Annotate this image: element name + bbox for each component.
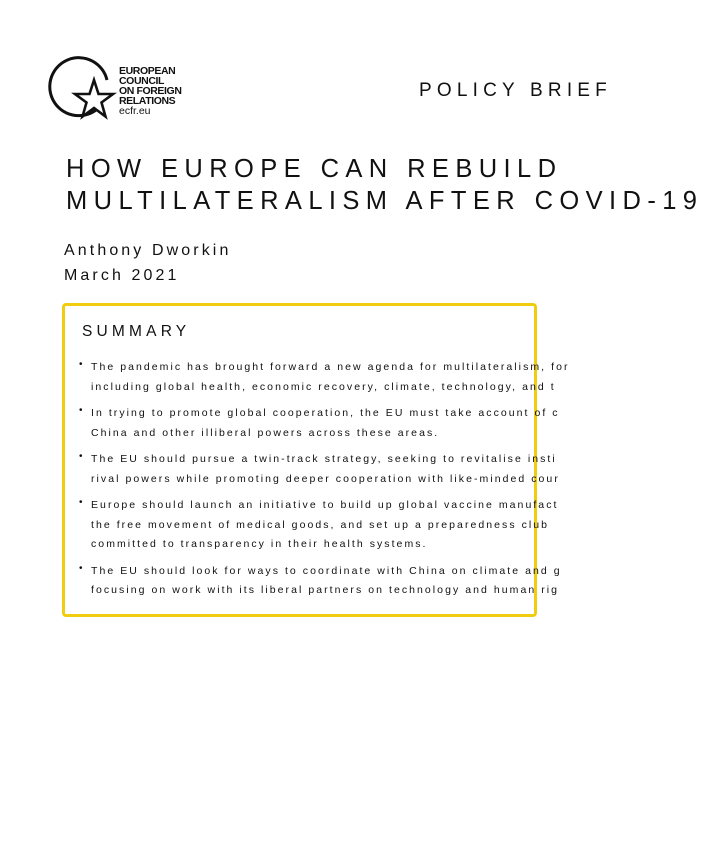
bullet-text bbox=[91, 404, 570, 443]
star-in-circle-icon bbox=[52, 58, 116, 130]
bullet-line: In trying to promote global cooperation, the EU must take account of c bbox=[91, 407, 560, 419]
bullet-text bbox=[91, 562, 570, 601]
logo-line: EUROPEAN bbox=[119, 65, 176, 77]
logo-line: ON FOREIGN bbox=[119, 85, 182, 97]
title-line: HOW EUROPE CAN REBUILD bbox=[66, 155, 563, 183]
bullet-text bbox=[91, 450, 570, 489]
document-type-label: POLICY BRIEF bbox=[419, 80, 612, 101]
page-title bbox=[66, 153, 703, 217]
ecfr-logo bbox=[52, 58, 202, 130]
bullet-line: the free movement of medical goods, and set up a preparedness club bbox=[91, 518, 550, 531]
bullet-line: focusing on work with its liberal partners on technology and human rig bbox=[91, 584, 560, 596]
logo-line: COUNCIL bbox=[119, 75, 165, 87]
bullet-line: China and other illiberal powers across these areas. bbox=[91, 426, 440, 439]
bullet-text bbox=[91, 496, 570, 555]
summary-heading: SUMMARY bbox=[82, 323, 191, 340]
bullet-line: The EU should pursue a twin-track strategy, seeking to revitalise insti bbox=[91, 453, 557, 465]
bullet-icon: • bbox=[79, 497, 83, 508]
list-item bbox=[78, 496, 570, 555]
logo-wordmark bbox=[119, 66, 182, 116]
bullet-line: Europe should launch an initiative to build up global vaccine manufact bbox=[91, 499, 559, 511]
bullet-icon: • bbox=[79, 451, 83, 462]
bullet-line: The pandemic has brought forward a new agenda for multilateralism, for bbox=[91, 361, 570, 373]
list-item bbox=[78, 450, 570, 489]
list-item bbox=[78, 562, 570, 601]
author-name: Anthony Dworkin bbox=[64, 242, 232, 259]
bullet-icon: • bbox=[79, 562, 83, 574]
bullet-icon: • bbox=[79, 405, 83, 416]
list-item bbox=[78, 358, 570, 397]
logo-url: ecfr.eu bbox=[119, 105, 151, 117]
bullet-text bbox=[91, 358, 570, 397]
bullet-line: including global health, economic recovery, climate, technology, and t bbox=[91, 380, 556, 393]
summary-list bbox=[78, 358, 570, 608]
bullet-line: The EU should look for ways to coordinate with China on climate and g bbox=[91, 564, 562, 577]
byline bbox=[64, 238, 231, 288]
publication-date: March 2021 bbox=[64, 267, 180, 284]
bullet-line: rival powers while promoting deeper cooperation with like-minded cour bbox=[91, 472, 560, 485]
bullet-icon: • bbox=[79, 359, 83, 370]
title-line: MULTILATERALISM AFTER COVID-19 bbox=[66, 187, 703, 215]
logo-line: RELATIONS bbox=[119, 95, 176, 107]
bullet-line: committed to transparency in their health systems. bbox=[91, 538, 428, 550]
list-item bbox=[78, 404, 570, 443]
